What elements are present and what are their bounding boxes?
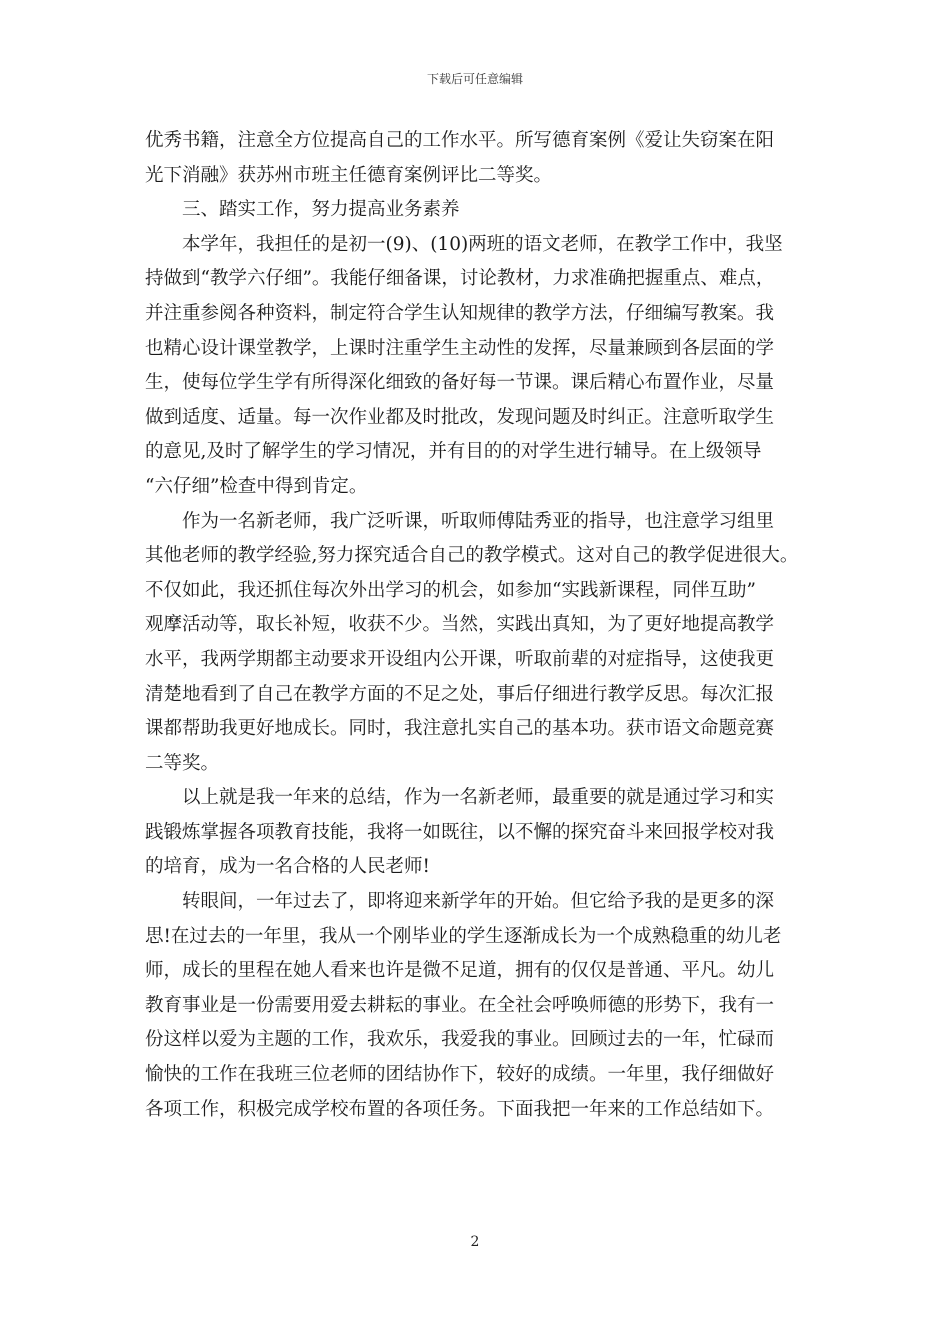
text-line: 践锻炼掌握各项教育技能，我将一如既往，以不懈的探究奋斗来回报学校对我	[145, 821, 775, 843]
text-line: 本学年，我担任的是初一(9)、(10)两班的语文老师，在教学工作中，我坚	[182, 233, 783, 255]
text-line: 也精心设计课堂教学，上课时注重学生主动性的发挥，尽量兼顾到各层面的学	[145, 337, 775, 359]
text-line: 愉快的工作在我班三位老师的团结协作下，较好的成绩。一年里，我仔细做好	[145, 1064, 775, 1086]
page-header: 下载后可任意编辑	[426, 72, 523, 86]
text-line: 光下消融》获苏州市班主任德育案例评比二等奖。	[145, 164, 553, 186]
page-number: 2	[470, 1234, 480, 1250]
text-line: 优秀书籍，注意全方位提高自己的工作水平。所写德育案例《爱让失窃案在阳	[145, 130, 775, 151]
text-line: 课都帮助我更好地成长。同时，我注意扎实自己的基本功。获市语文命题竞赛	[145, 718, 775, 740]
text-line: 清楚地看到了自己在教学方面的不足之处，事后仔细进行教学反思。每次汇报	[145, 683, 775, 705]
text-line: 其他老师的教学经验,努力探究适合自己的教学模式。这对自己的教学促进很大。	[145, 545, 799, 567]
text-line: 思!在过去的一年里，我从一个刚毕业的学生逐渐成长为一个成熟稳重的幼儿老	[145, 925, 782, 947]
text-line: 的培育，成为一名合格的人民老师!	[145, 856, 430, 878]
text-line: 份这样以爱为主题的工作，我欢乐，我爱我的事业。回顾过去的一年，忙碌而	[145, 1029, 775, 1051]
text-line: 以上就是我一年来的总结，作为一名新老师，最重要的就是通过学习和实	[182, 787, 775, 809]
text-line: 持做到“教学六仔细”。我能仔细备课，讨论教材，力求准确把握重点、难点，	[145, 268, 775, 290]
text-line: 作为一名新老师，我广泛听课，听取师傅陆秀亚的指导，也注意学习组里	[182, 510, 775, 532]
document-body	[145, 124, 810, 1127]
text-line: 观摩活动等，取长补短，收获不少。当然，实践出真知，为了更好地提高教学	[145, 614, 775, 636]
text-line: 转眼间，一年过去了，即将迎来新学年的开始。但它给予我的是更多的深	[182, 891, 775, 913]
text-line: 的意见,及时了解学生的学习情况，并有目的的对学生进行辅导。在上级领导	[145, 441, 762, 463]
text-line: 并注重参阅各种资料，制定符合学生认知规律的教学方法，仔细编写教案。我	[145, 302, 775, 324]
text-line: 师，成长的里程在她人看来也许是微不足道，拥有的仅仅是普通、平凡。幼儿	[145, 960, 775, 982]
text-line: 二等奖。	[145, 752, 220, 774]
text-line: 做到适度、适量。每一次作业都及时批改，发现问题及时纠正。注意听取学生	[145, 406, 775, 428]
text-line: 各项工作，积极完成学校布置的各项任务。下面我把一年来的工作总结如下。	[145, 1098, 775, 1120]
text-line: 教育事业是一份需要用爱去耕耘的事业。在全社会呼唤师德的形势下，我有一	[145, 994, 775, 1016]
text-line: 三、踏实工作，努力提高业务素养	[182, 199, 460, 221]
text-line: 不仅如此，我还抓住每次外出学习的机会，如参加“实践新课程，同伴互助”	[145, 579, 756, 601]
text-line: 水平，我两学期都主动要求开设组内公开课，听取前辈的对症指导，这使我更	[145, 648, 775, 670]
text-line: 生，使每位学生学有所得深化细致的备好每一节课。课后精心布置作业，尽量	[145, 372, 775, 394]
text-line: “六仔细”检查中得到肯定。	[145, 475, 368, 497]
